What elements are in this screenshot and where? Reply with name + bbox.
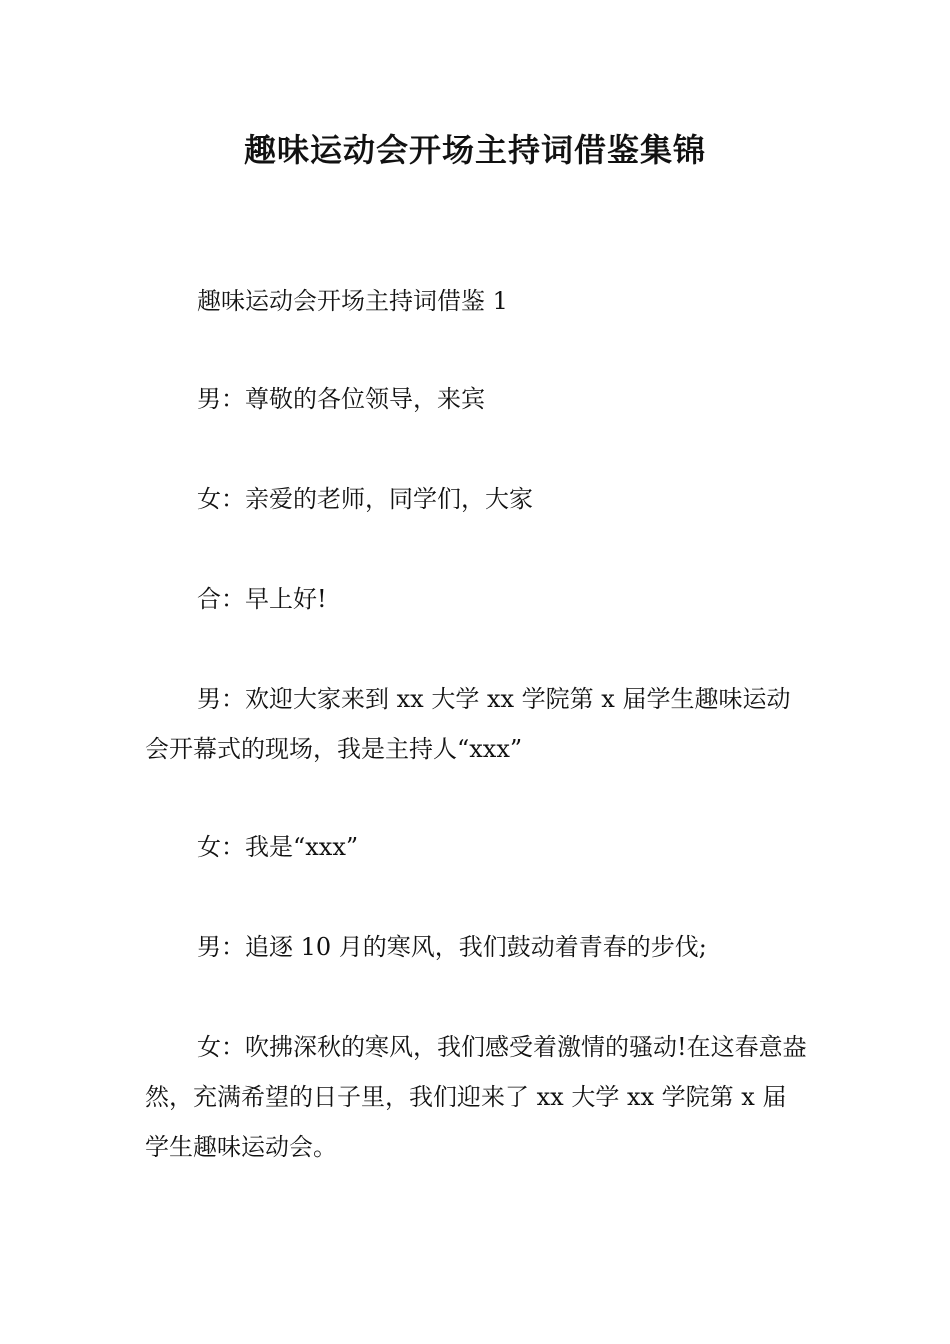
paragraph: 男：欢迎大家来到 xx 大学 xx 学院第 x 届学生趣味运动会开幕式的现场，我是主持人“xxx” — [145, 685, 791, 763]
paragraph: 女：我是“xxx” — [197, 833, 359, 861]
paragraph: 女：亲爱的老师，同学们，大家 — [197, 485, 533, 513]
paragraph: 男：追逐 10 月的寒风，我们鼓动着青春的步伐; — [197, 933, 707, 961]
paragraph: 合：早上好! — [197, 585, 327, 613]
paragraph: 男：尊敬的各位领导，来宾 — [197, 385, 485, 413]
paragraph-heading: 趣味运动会开场主持词借鉴 1 — [197, 287, 508, 315]
paragraph: 女：吹拂深秋的寒风，我们感受着激情的骚动!在这春意盎然，充满希望的日子里，我们迎来了 xx 大学 xx 学院第 x 届学生趣味运动会。 — [145, 1033, 807, 1161]
document-title: 趣味运动会开场主持词借鉴集锦 — [243, 131, 706, 169]
